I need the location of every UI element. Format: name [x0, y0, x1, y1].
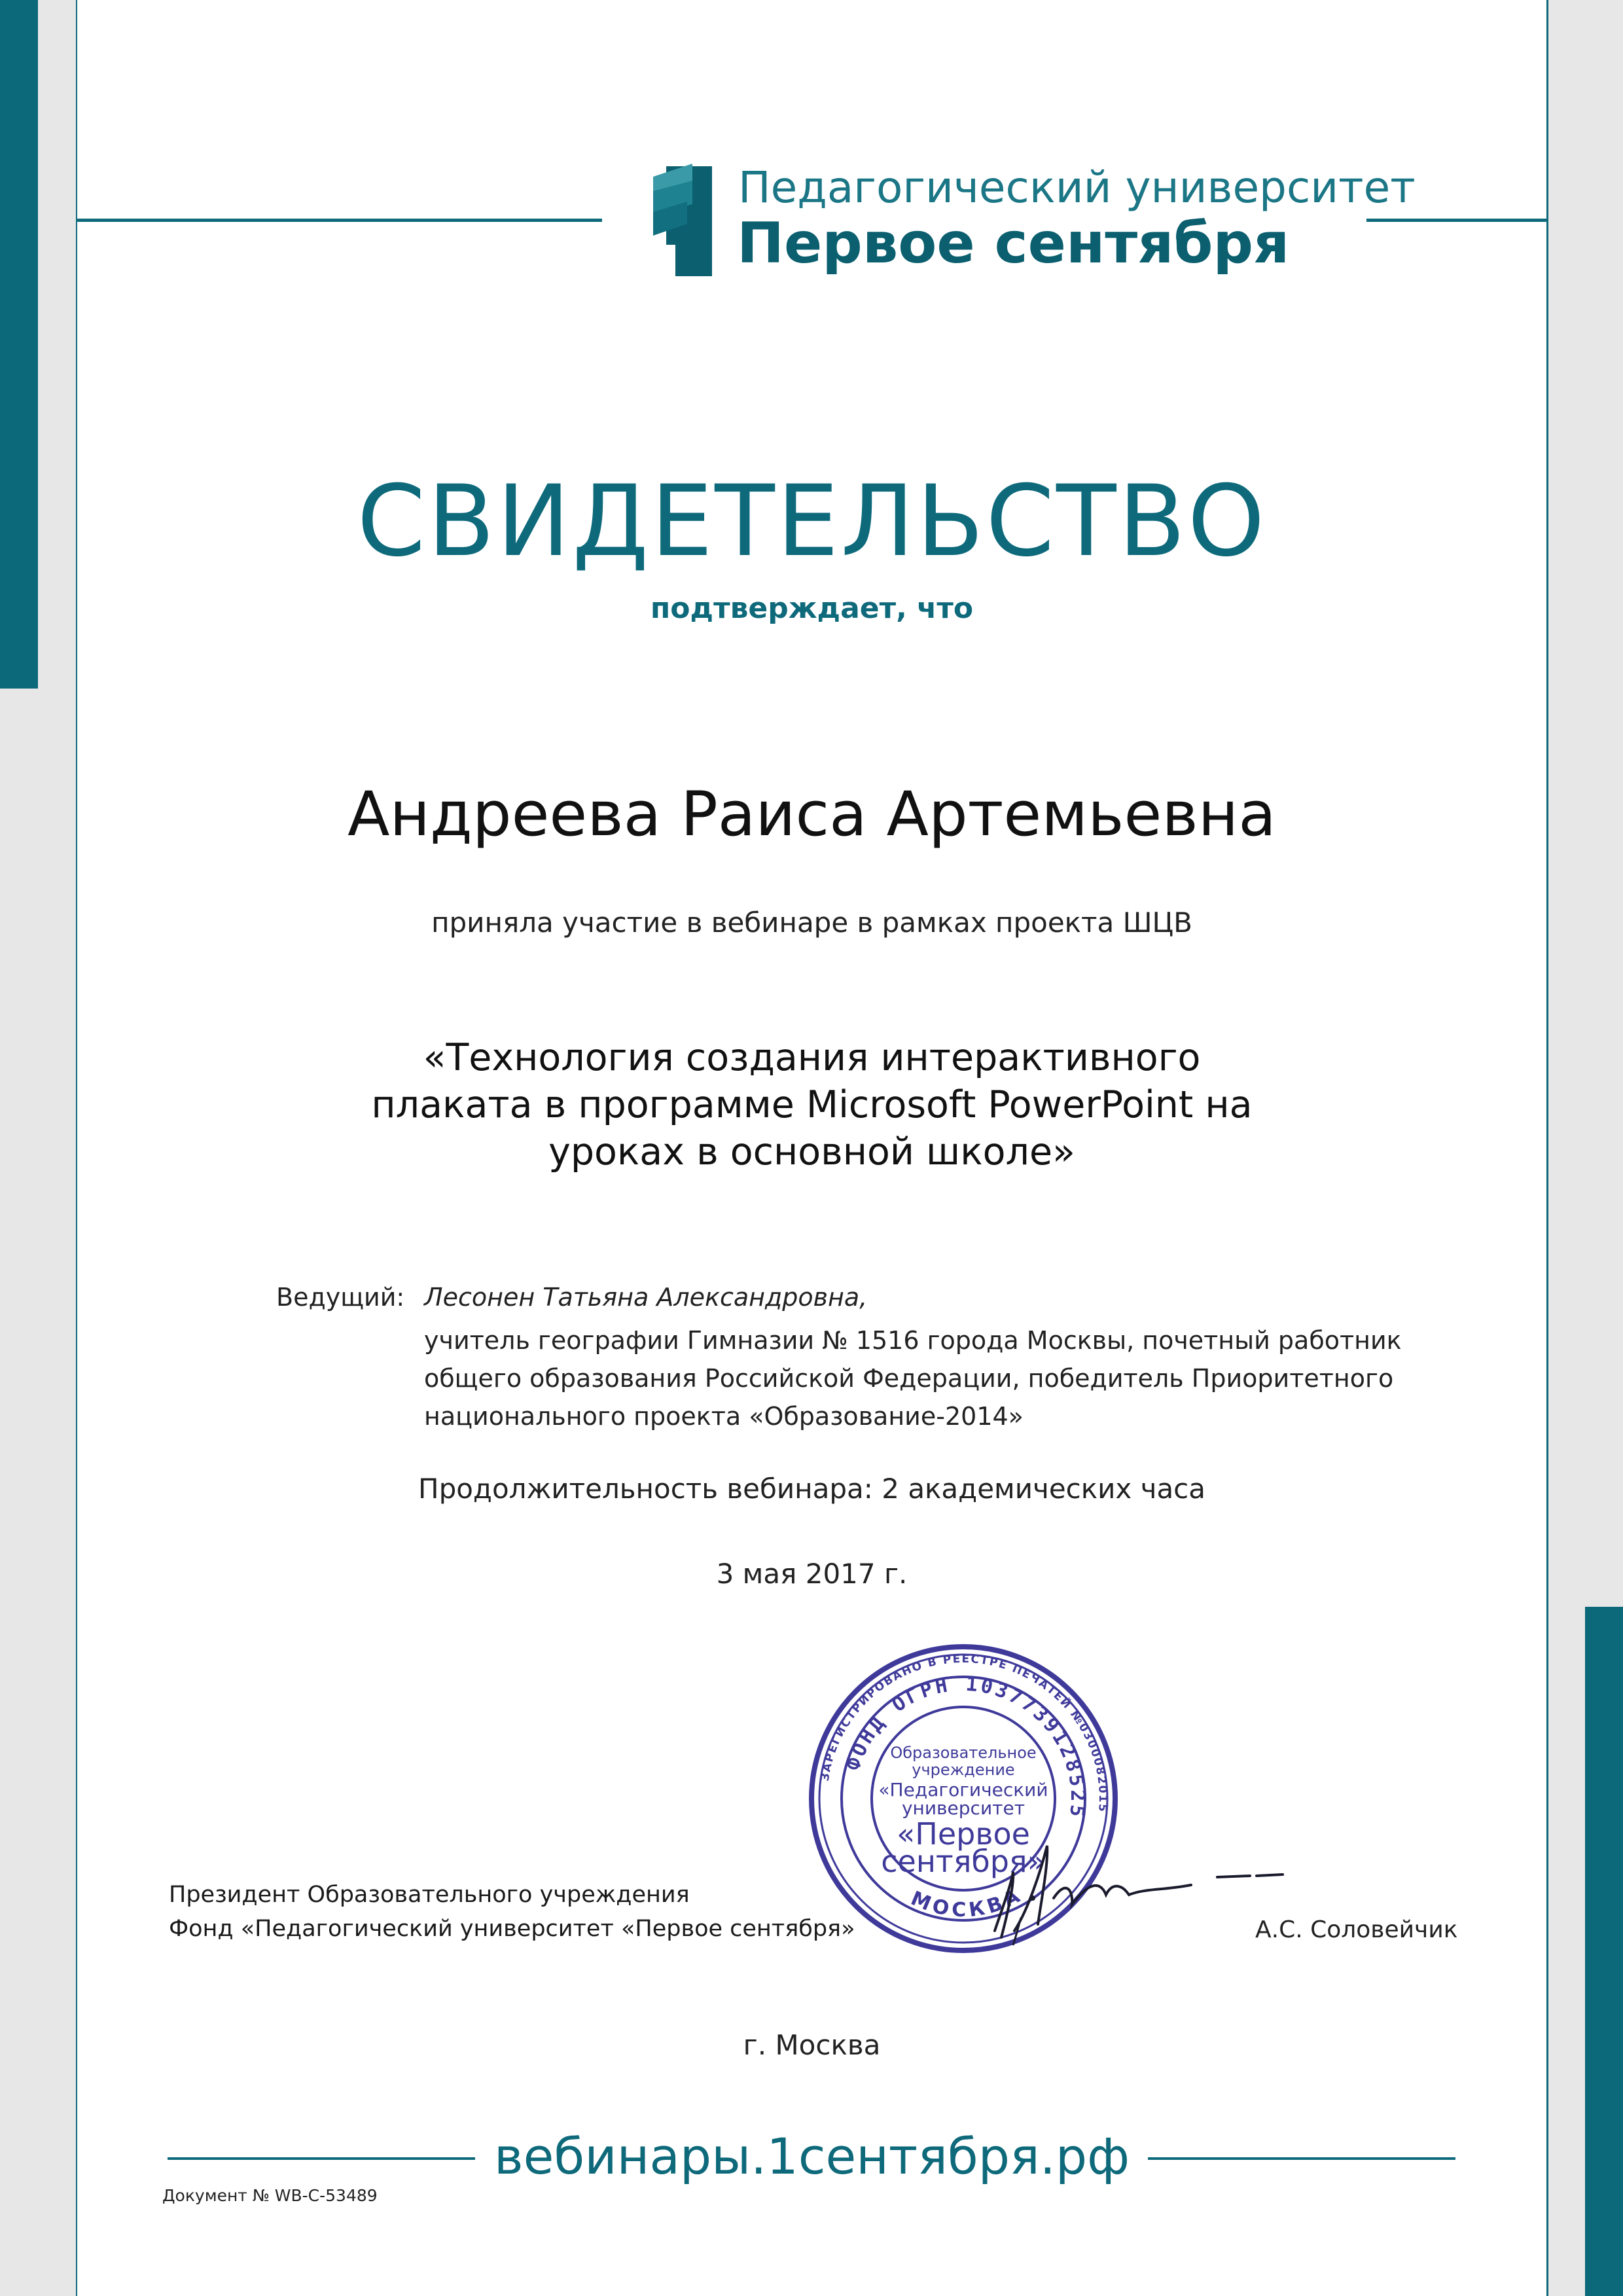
recipient-name: Андреева Раиса Артемьевна: [348, 779, 1276, 850]
website-link[interactable]: вебинары.1сентября.рф: [493, 2127, 1130, 2185]
handwritten-signature: [975, 1833, 1302, 1950]
topic-line: плаката в программе Microsoft PowerPoint на: [371, 1083, 1253, 1126]
participation-text: приняла участие в вебинаре в рамках проекта ШЦВ: [431, 906, 1192, 939]
certificate-title: СВИДЕТЕЛЬСТВО: [357, 465, 1267, 579]
host-description-line: общего образования Российской Федерации, победитель Приоритетного: [424, 1364, 1394, 1393]
host-description-line: учитель географии Гимназии № 1516 города Москвы, почетный работник: [424, 1326, 1402, 1355]
left-accent-band: [0, 0, 38, 689]
certificate-subtitle: подтверждает, что: [650, 592, 974, 625]
right-frame-line: [1546, 0, 1548, 2296]
host-label: Ведущий:: [276, 1283, 405, 1312]
host-name: Лесонен Татьяна Александровна,: [424, 1283, 868, 1312]
stamp-center-line: университет: [901, 1797, 1026, 1819]
header-rule-right: [1366, 219, 1546, 222]
stamp-center-line: Образовательное: [890, 1744, 1037, 1762]
stamp-center-line: «Первое: [897, 1816, 1030, 1852]
logo-line-1: Педагогический университет: [738, 162, 1416, 213]
webinar-topic: [77, 1034, 1546, 1175]
host-description-line: национального проекта «Образование-2014»: [424, 1402, 1024, 1431]
signer-name: А.С. Соловейчик: [1255, 1916, 1458, 1943]
president-line: Президент Образовательного учреждения: [169, 1882, 690, 1908]
stamp-center-line: учреждение: [912, 1761, 1015, 1779]
header-rule-left: [77, 219, 602, 222]
topic-line: «Технология создания интерактивного: [423, 1036, 1201, 1079]
city: г. Москва: [743, 2029, 881, 2061]
host-description: [424, 1321, 1445, 1435]
stamp-outer-text: ЗАРЕГИСТРИРОВАНО В РЕЕСТРЕ ПЕЧАТЕЙ №0300082015: [818, 1652, 1110, 1814]
president-title: [169, 1878, 855, 1946]
logo-line-2: Первое сентября: [737, 211, 1290, 276]
webinar-duration: Продолжительность вебинара: 2 академических часа: [418, 1473, 1206, 1505]
stamp-city: МОСКВА: [907, 1882, 1027, 1922]
document-number: Документ № WB-C-53489: [162, 2186, 378, 2205]
topic-line: уроках в основной школе»: [548, 1130, 1075, 1174]
stamp-ring-text: ФОНД ОГРН 1037739128525: [842, 1672, 1090, 1821]
president-line: Фонд «Педагогический университет «Первое сентября»: [169, 1916, 855, 1942]
stamp-center-line: сентября»: [881, 1844, 1046, 1879]
right-accent-band: [1585, 1607, 1623, 2296]
certificate-date: 3 мая 2017 г.: [716, 1558, 908, 1590]
stamp-center-line: «Педагогический: [878, 1779, 1048, 1801]
logo-one-icon: [652, 161, 715, 283]
